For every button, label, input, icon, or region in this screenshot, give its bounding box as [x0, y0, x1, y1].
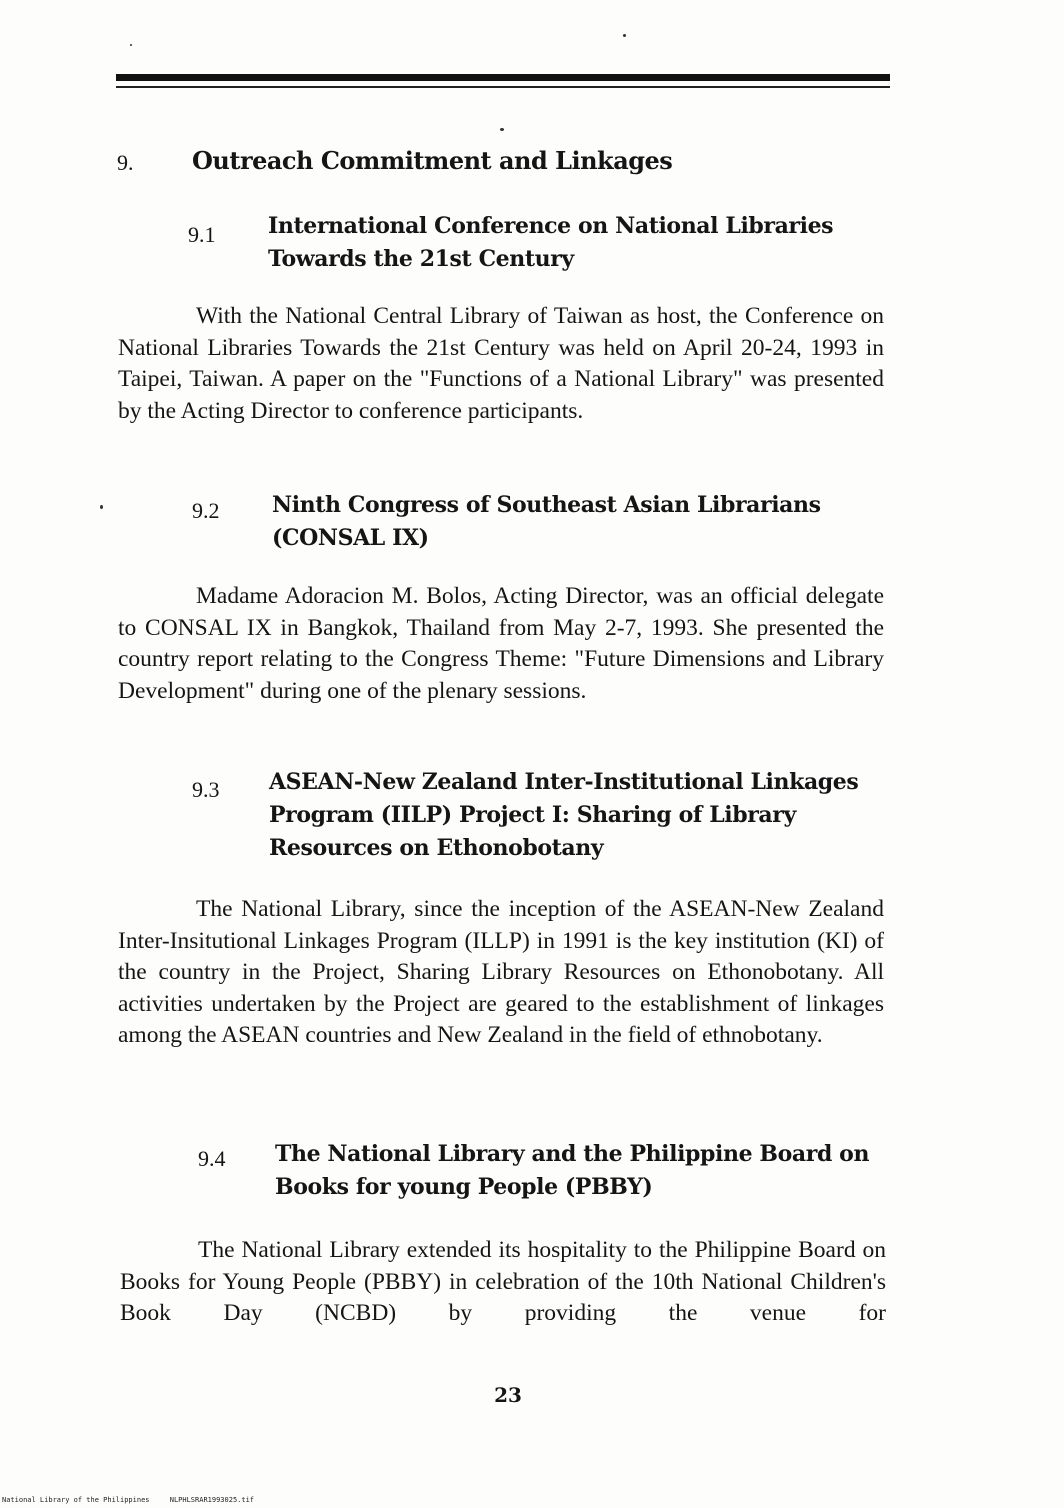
- footer-file-id: NLPHLSRAR1993025.tif: [169, 1496, 255, 1504]
- subsection-title: [269, 766, 889, 865]
- subsection-number: 9.2: [192, 498, 220, 523]
- subsection-title-line: Towards the 21st Century: [268, 246, 574, 272]
- header-rule: [116, 74, 890, 81]
- subsection-title-line: ASEAN-New Zealand Inter-Institutional Linkages: [269, 769, 859, 795]
- footer-institution: National Library of the Philippines: [2, 1496, 150, 1504]
- subsection-title-line: Books for young People (PBBY): [275, 1174, 653, 1200]
- subsection-number: 9.1: [188, 222, 216, 247]
- subsection-title: [275, 1138, 895, 1204]
- section-title: Outreach Commitment and Linkages: [192, 146, 673, 175]
- subsection-paragraph: Madame Adoracion M. Bolos, Acting Director, was an official delegate to CONSAL IX in Bangkok, Thailand from May 2-7, 1993. She presented the country report relating to the Congress Theme: "Future Dimensions and Library Development" during one of the plenary sessions.: [118, 583, 884, 704]
- scan-speck: [100, 505, 103, 509]
- subsection-paragraph: The National Library, since the inception of the ASEAN-New Zealand Inter-Insitutional Linkages Program (ILLP) in 1991 is the key institution (KI) of the country in the Project, Sharing Library Resources on Ethonobotany. All activities undertaken by the Project are geared to the establishment of linkages among the ASEAN countries and New Zealand in the field of ethnobotany.: [118, 896, 884, 1048]
- subsection-title-line: Ninth Congress of Southeast Asian Librarians: [272, 492, 821, 518]
- subsection-title-line: Resources on Ethonobotany: [269, 835, 604, 861]
- section-number: 9.: [117, 150, 134, 175]
- scan-speck: [130, 44, 132, 46]
- scan-speck: [500, 128, 504, 131]
- page-number: 23: [494, 1383, 522, 1407]
- subsection-number: 9.3: [192, 777, 220, 802]
- scan-footer: [2, 1496, 254, 1504]
- header-rule-thin: [116, 86, 890, 88]
- subsection-title: [268, 210, 888, 276]
- subsection-title-line: (CONSAL IX): [272, 525, 429, 551]
- subsection-paragraph: With the National Central Library of Taiwan as host, the Conference on National Libraries Towards the 21st Century was held on April 20-24, 1993 in Taipei, Taiwan. A paper on the "Functions of a National Library" was presented by the Acting Director to conference participants.: [118, 303, 884, 424]
- subsection-title-line: Program (IILP) Project I: Sharing of Library: [269, 802, 796, 828]
- subsection-paragraph: The National Library extended its hospitality to the Philippine Board on Books for Young People (PBBY) in celebration of the 10th National Children's Book Day (NCBD) by providing the venue for: [120, 1237, 886, 1326]
- subsection-number: 9.4: [198, 1146, 226, 1171]
- subsection-title-line: International Conference on National Libraries: [268, 213, 834, 239]
- subsection-title-line: The National Library and the Philippine Board on: [275, 1141, 870, 1167]
- subsection-title: [272, 489, 892, 555]
- scan-speck: [623, 34, 626, 37]
